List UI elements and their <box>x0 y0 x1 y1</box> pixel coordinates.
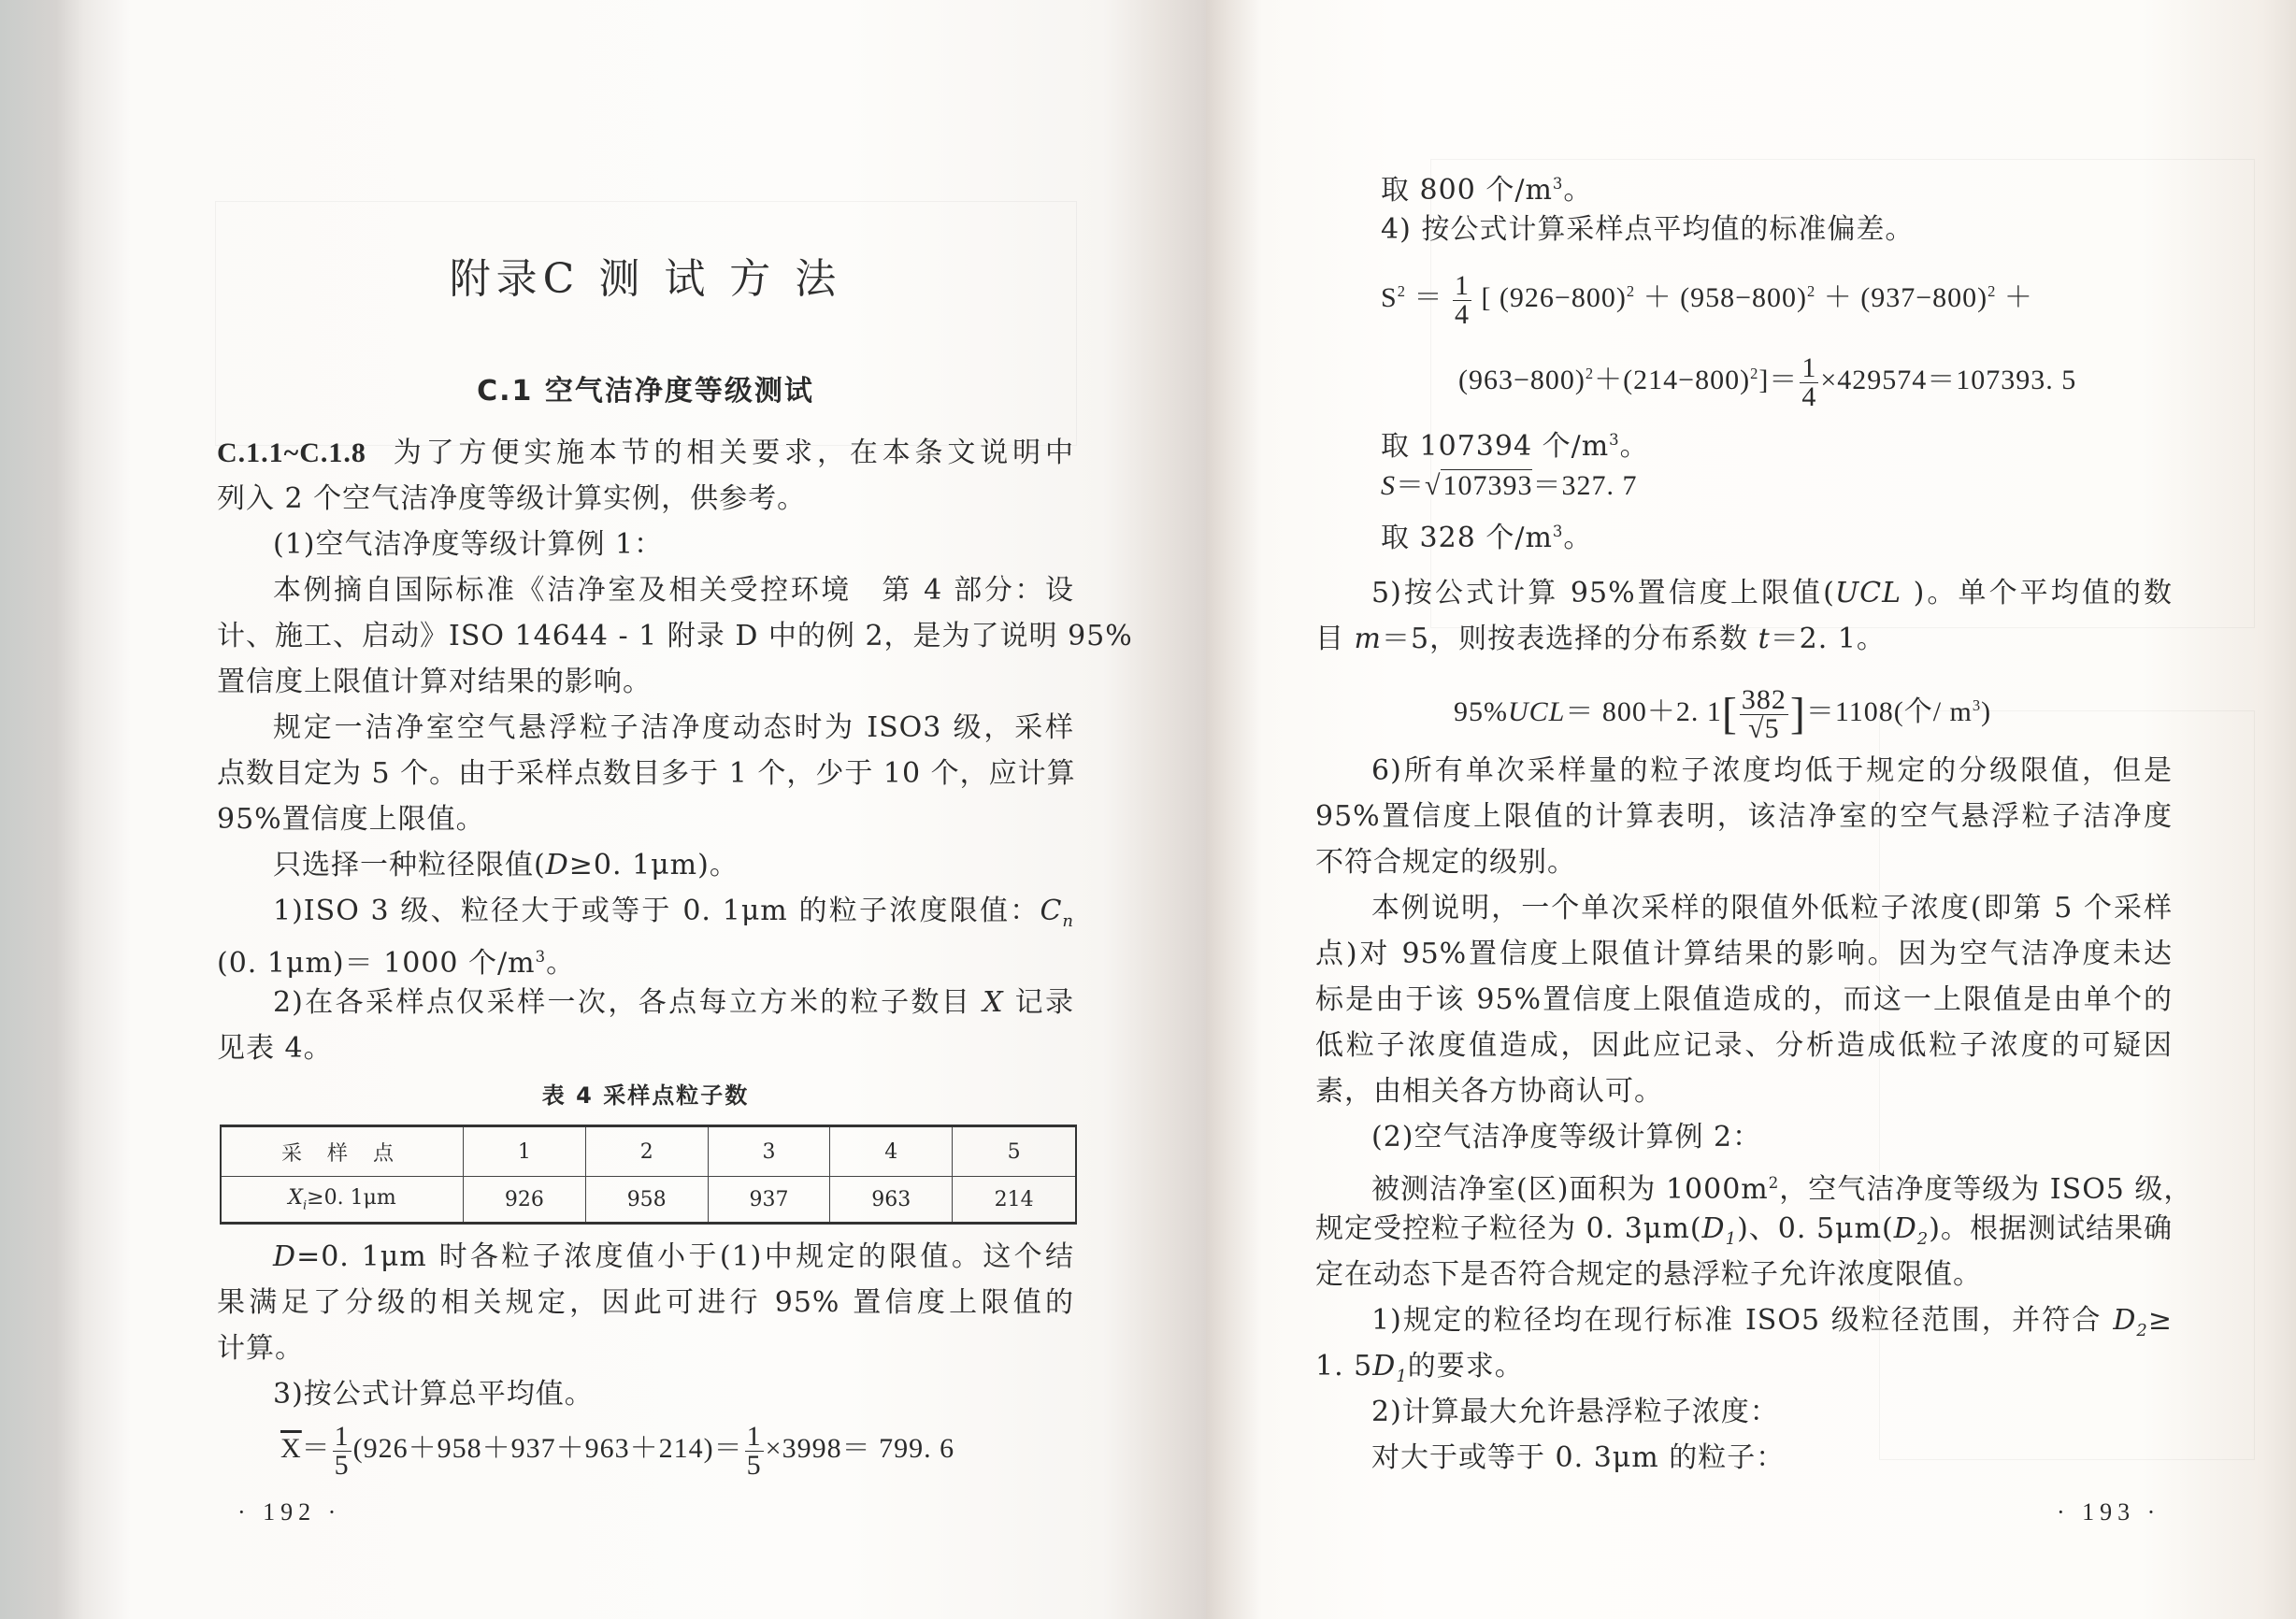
term: ＋ (937−800) <box>1815 282 1988 313</box>
text-span: 只选择一种粒径限值( <box>273 849 546 881</box>
text-span: 1)规定的粒径均在现行标准 ISO5 级粒径范围，并符合 <box>1371 1304 2114 1337</box>
text-span: 取 328 个/m <box>1381 522 1553 554</box>
result: ＝327. 7 <box>1532 470 1638 501</box>
text-span: 被测洁净室(区)面积为 1000m <box>1371 1173 1769 1206</box>
superscript: 3 <box>1552 175 1564 193</box>
table-cell: 963 <box>830 1177 953 1224</box>
text-line <box>1315 1343 2173 1389</box>
ucl-symbol: UCL <box>1508 696 1566 727</box>
text-line: 6)所有单次采样量的粒子浓度均低于规定的分级限值，但是 <box>1371 754 2173 787</box>
symbol-d1: $D_1$ <box>1372 1350 1408 1386</box>
table-row-label <box>221 1177 464 1224</box>
clause-number: C.1.1~C.1.8 <box>217 437 366 468</box>
formula-ucl <box>1454 673 2164 747</box>
term: ＋ (958−800) <box>1635 282 1807 313</box>
text-line: 规定一洁净室空气悬浮粒子洁净度动态时为 ISO3 级，采样 <box>273 711 1074 744</box>
result: ×3998＝ 799. 6 <box>765 1433 955 1464</box>
text-line: 为了方便实施本节的相关要求，在本条文说明中 <box>393 437 1075 469</box>
fraction <box>1800 351 1818 412</box>
example2-heading: (2)空气洁净度等级计算例 2： <box>1371 1121 1762 1153</box>
text-line <box>217 1234 1074 1280</box>
superscript: 2 <box>1806 282 1816 300</box>
right-top-text <box>1381 161 2175 252</box>
left-body-text <box>217 430 1133 1071</box>
text-line: 3)按公式计算总平均值。 <box>273 1378 594 1411</box>
result: ＝1108(个/ m <box>1805 696 1973 727</box>
text-line: 本例摘自国际标准《洁净室及相关受控环境 第 4 部分：设 <box>273 574 1074 607</box>
text-span: (0. 1μm)＝ 1000 个/m <box>217 947 536 980</box>
text-line: 4) 按公式计算采样点平均值的标准偏差。 <box>1381 213 1915 246</box>
text-span: 。 <box>1619 430 1649 463</box>
text-line <box>217 842 1074 888</box>
math-cn: $C_n$ <box>1040 895 1074 931</box>
denominator: √5 <box>1748 712 1780 744</box>
superscript: 2 <box>1397 282 1406 300</box>
table-header-cell: 1 <box>464 1126 586 1177</box>
symbol-d2: $D_2$ <box>2113 1304 2148 1340</box>
text-line: 见表 4。 <box>217 1032 333 1065</box>
clause-line-1 <box>217 430 1074 476</box>
symbol-subscript: i <box>302 1198 308 1213</box>
symbol-d2: $D_2$ <box>1893 1212 1930 1249</box>
numerator: 1 <box>1801 351 1817 383</box>
appendix-title: 附录C 测 试 方 法 <box>449 255 842 303</box>
text-span: 取 800 个/m <box>1381 174 1553 207</box>
text-line: 不符合规定的级别。 <box>1315 846 1576 879</box>
text-line: 低粒子浓度值造成，因此应记录、分析造成低粒子浓度的可疑因 <box>1315 1029 2173 1062</box>
text-span: 取 107394 个/m <box>1381 430 1610 463</box>
ucl-symbol: UCL <box>1834 577 1902 609</box>
text-line <box>217 934 1074 980</box>
text-span: 2)在各采样点仅采样一次，各点每立方米的粒子数目 <box>273 986 983 1019</box>
fraction <box>1453 269 1471 330</box>
numerator: 1 <box>746 1420 762 1452</box>
text-span: =0. 1μm 时各粒子浓度值小于(1)中规定的限值。这个结 <box>296 1240 1074 1273</box>
text-line: 点)对 95%置信度上限值计算结果的影响。因为空气洁净度未达 <box>1315 938 2173 970</box>
symbol-t: t <box>1758 623 1771 655</box>
text-span: 1)ISO 3 级、粒径大于或等于 0. 1μm 的粒子浓度限值： <box>273 895 1040 927</box>
text-line <box>1381 161 2175 207</box>
right-body-text <box>1315 748 2193 1481</box>
text-line <box>217 888 1074 934</box>
text-span: 规定受控粒子粒径为 0. 3μm( <box>1315 1212 1702 1245</box>
text-span: 目 <box>1315 623 1355 655</box>
text-line <box>217 980 1074 1025</box>
superscript: 2 <box>1626 282 1636 300</box>
table-header-row <box>221 1126 1076 1177</box>
text-span: 。 <box>546 947 576 980</box>
table-header-cell: 4 <box>830 1126 953 1177</box>
table-cell: 926 <box>464 1177 586 1224</box>
x-double-bar <box>280 1433 302 1464</box>
math-d: D <box>273 1240 297 1273</box>
right-item5-text <box>1315 570 2173 662</box>
percent: 95% <box>1454 696 1508 727</box>
formula-std-dev <box>1381 463 2175 509</box>
table-caption: 表 4 采样点粒子数 <box>541 1082 750 1109</box>
text-line: 标是由于该 95%置信度上限值造成的，而这一上限值是由单个的 <box>1315 983 2173 1016</box>
text-line <box>1381 417 2175 463</box>
formula-variance-line1: $S^2$ ＝ $\frac{1}{4}$ [ $(926-800)^2 + (958-800)^2 + (937-800)^2$ ＋ <box>1381 269 2033 330</box>
math-x: X <box>983 986 1004 1019</box>
fraction <box>1740 683 1788 744</box>
denominator: 4 <box>1801 380 1817 412</box>
sampling-points-table <box>220 1125 1077 1225</box>
page-number-left: · 192 · <box>237 1498 342 1526</box>
table-cell: 214 <box>953 1177 1076 1224</box>
show-through-artifact <box>215 201 1077 446</box>
left-after-table-text <box>217 1234 1074 1417</box>
text-span: 5)按公式计算 95%置信度上限值( <box>1371 577 1835 609</box>
symbol-m: m <box>1354 623 1382 655</box>
text-line <box>1315 1206 2173 1252</box>
numerator: 1 <box>1454 269 1470 301</box>
superscript: 3 <box>1972 696 1982 714</box>
text-span: ≥ <box>2147 1304 2173 1337</box>
text-line <box>1381 509 2175 554</box>
row-label-text: ≥0. 1μm <box>307 1185 396 1210</box>
formula-variance-line2 <box>1458 346 2178 411</box>
symbol-x: X <box>288 1185 303 1210</box>
sum-expression: (926＋958＋937＋963＋214)＝ <box>352 1433 743 1464</box>
page-number-right: · 193 · <box>2057 1498 2161 1526</box>
symbol-d1: $D_1$ <box>1701 1212 1738 1249</box>
text-line: 置信度上限值计算对结果的影响。 <box>217 666 652 698</box>
term: ]＝ <box>1758 365 1799 395</box>
text-line <box>1315 570 2173 616</box>
text-span: ，空气洁净度等级为 ISO5 级， <box>1779 1173 2193 1206</box>
numerator: 382 <box>1741 683 1787 715</box>
table-cell: 937 <box>708 1177 830 1224</box>
numerator: 1 <box>334 1420 350 1452</box>
text-line: 计算。 <box>217 1332 304 1365</box>
denominator: 5 <box>334 1449 350 1481</box>
table-header-cell: 2 <box>585 1126 708 1177</box>
symbol-x: X <box>280 1433 302 1464</box>
result: ×429574＝107393. 5 <box>1820 365 2077 395</box>
text-line: 对大于或等于 0. 3μm 的粒子： <box>1371 1441 1786 1474</box>
section-heading: C.1 空气洁净度等级测试 <box>477 375 814 408</box>
text-line: 计、施工、启动》ISO 14644 - 1 附录 D 中的例 2，是为了说明 95% <box>217 620 1133 652</box>
text-span: )。单个平均值的数 <box>1901 577 2173 609</box>
expression: ＝ 800＋2. 1 <box>1565 696 1722 727</box>
superscript: 2 <box>1987 282 1997 300</box>
symbol-s: S <box>1381 282 1398 313</box>
text-span: ≥0. 1μm)。 <box>568 849 739 881</box>
superscript: 3 <box>535 948 547 966</box>
text-span: 记录 <box>1003 986 1074 1019</box>
text-line <box>1315 1297 2173 1343</box>
text-span: 。 <box>1563 174 1593 207</box>
superscript: 3 <box>1609 431 1620 449</box>
text-line: 95%置信度上限值的计算表明，该洁净室的空气悬浮粒子洁净度 <box>1315 800 2173 833</box>
text-span: 1. 5 <box>1315 1350 1373 1383</box>
text-line: 定在动态下是否符合规定的悬浮粒子允许浓度限值。 <box>1315 1258 1982 1291</box>
text-line <box>1315 1160 2193 1206</box>
right-mid-text <box>1381 417 2175 554</box>
superscript: 2 <box>1585 365 1595 382</box>
term: (963−800) <box>1458 365 1586 395</box>
text-span: 。 <box>1563 522 1593 554</box>
fraction <box>745 1420 764 1481</box>
math-d: D <box>545 849 569 881</box>
formula-mean <box>280 1421 1084 1480</box>
text-span: ＝5，则按表选择的分布系数 <box>1382 623 1758 655</box>
example1-heading: (1)空气洁净度等级计算例 1： <box>273 528 664 561</box>
superscript: 2 <box>1750 365 1759 382</box>
table-header-cell: 3 <box>708 1126 830 1177</box>
sqrt-sign: ＝√ <box>1396 470 1442 501</box>
radicand: 107393 <box>1442 470 1533 501</box>
term: ＋(214−800) <box>1594 365 1751 395</box>
table-row <box>221 1177 1076 1224</box>
text-line <box>1315 616 2173 662</box>
term: ＋ <box>1996 282 2033 313</box>
text-line: 95%置信度上限值。 <box>217 803 485 836</box>
left-bracket: [ <box>1721 689 1738 739</box>
superscript: 3 <box>1552 523 1564 540</box>
text-line: 本例说明，一个单次采样的限值外低粒子浓度(即第 5 个采样 <box>1371 892 2173 924</box>
text-span: )、0. 5μm( <box>1737 1212 1894 1245</box>
fraction <box>333 1420 352 1481</box>
superscript: 2 <box>1768 1174 1780 1192</box>
text-line: 素，由相关各方协商认可。 <box>1315 1075 1663 1108</box>
text-line: 点数目定为 5 个。由于采样点数目多于 1 个，少于 10 个，应计算 <box>217 757 1076 790</box>
text-span: )。根据测试结果确 <box>1929 1212 2173 1245</box>
table-header-cell: 5 <box>953 1126 1076 1177</box>
text-line: 2)计算最大允许悬浮粒子浓度： <box>1371 1396 1779 1428</box>
text-span: ＝2. 1。 <box>1770 623 1886 655</box>
text-span: ) <box>1981 696 1992 727</box>
symbol-s: S <box>1381 470 1396 501</box>
equals: ＝ <box>301 1433 331 1464</box>
denominator: 4 <box>1454 298 1470 330</box>
right-bracket: ] <box>1789 689 1806 739</box>
text-span: 的要求。 <box>1407 1350 1524 1383</box>
table-header-label: 采 样 点 <box>221 1126 464 1177</box>
text-line: 果满足了分级的相关规定，因此可进行 95% 置信度上限值的 <box>217 1286 1074 1319</box>
term: [ (926−800) <box>1481 282 1627 313</box>
text-line: 列入 2 个空气洁净度等级计算实例，供参考。 <box>217 482 807 515</box>
table-cell: 958 <box>585 1177 708 1224</box>
denominator: 5 <box>746 1449 762 1481</box>
